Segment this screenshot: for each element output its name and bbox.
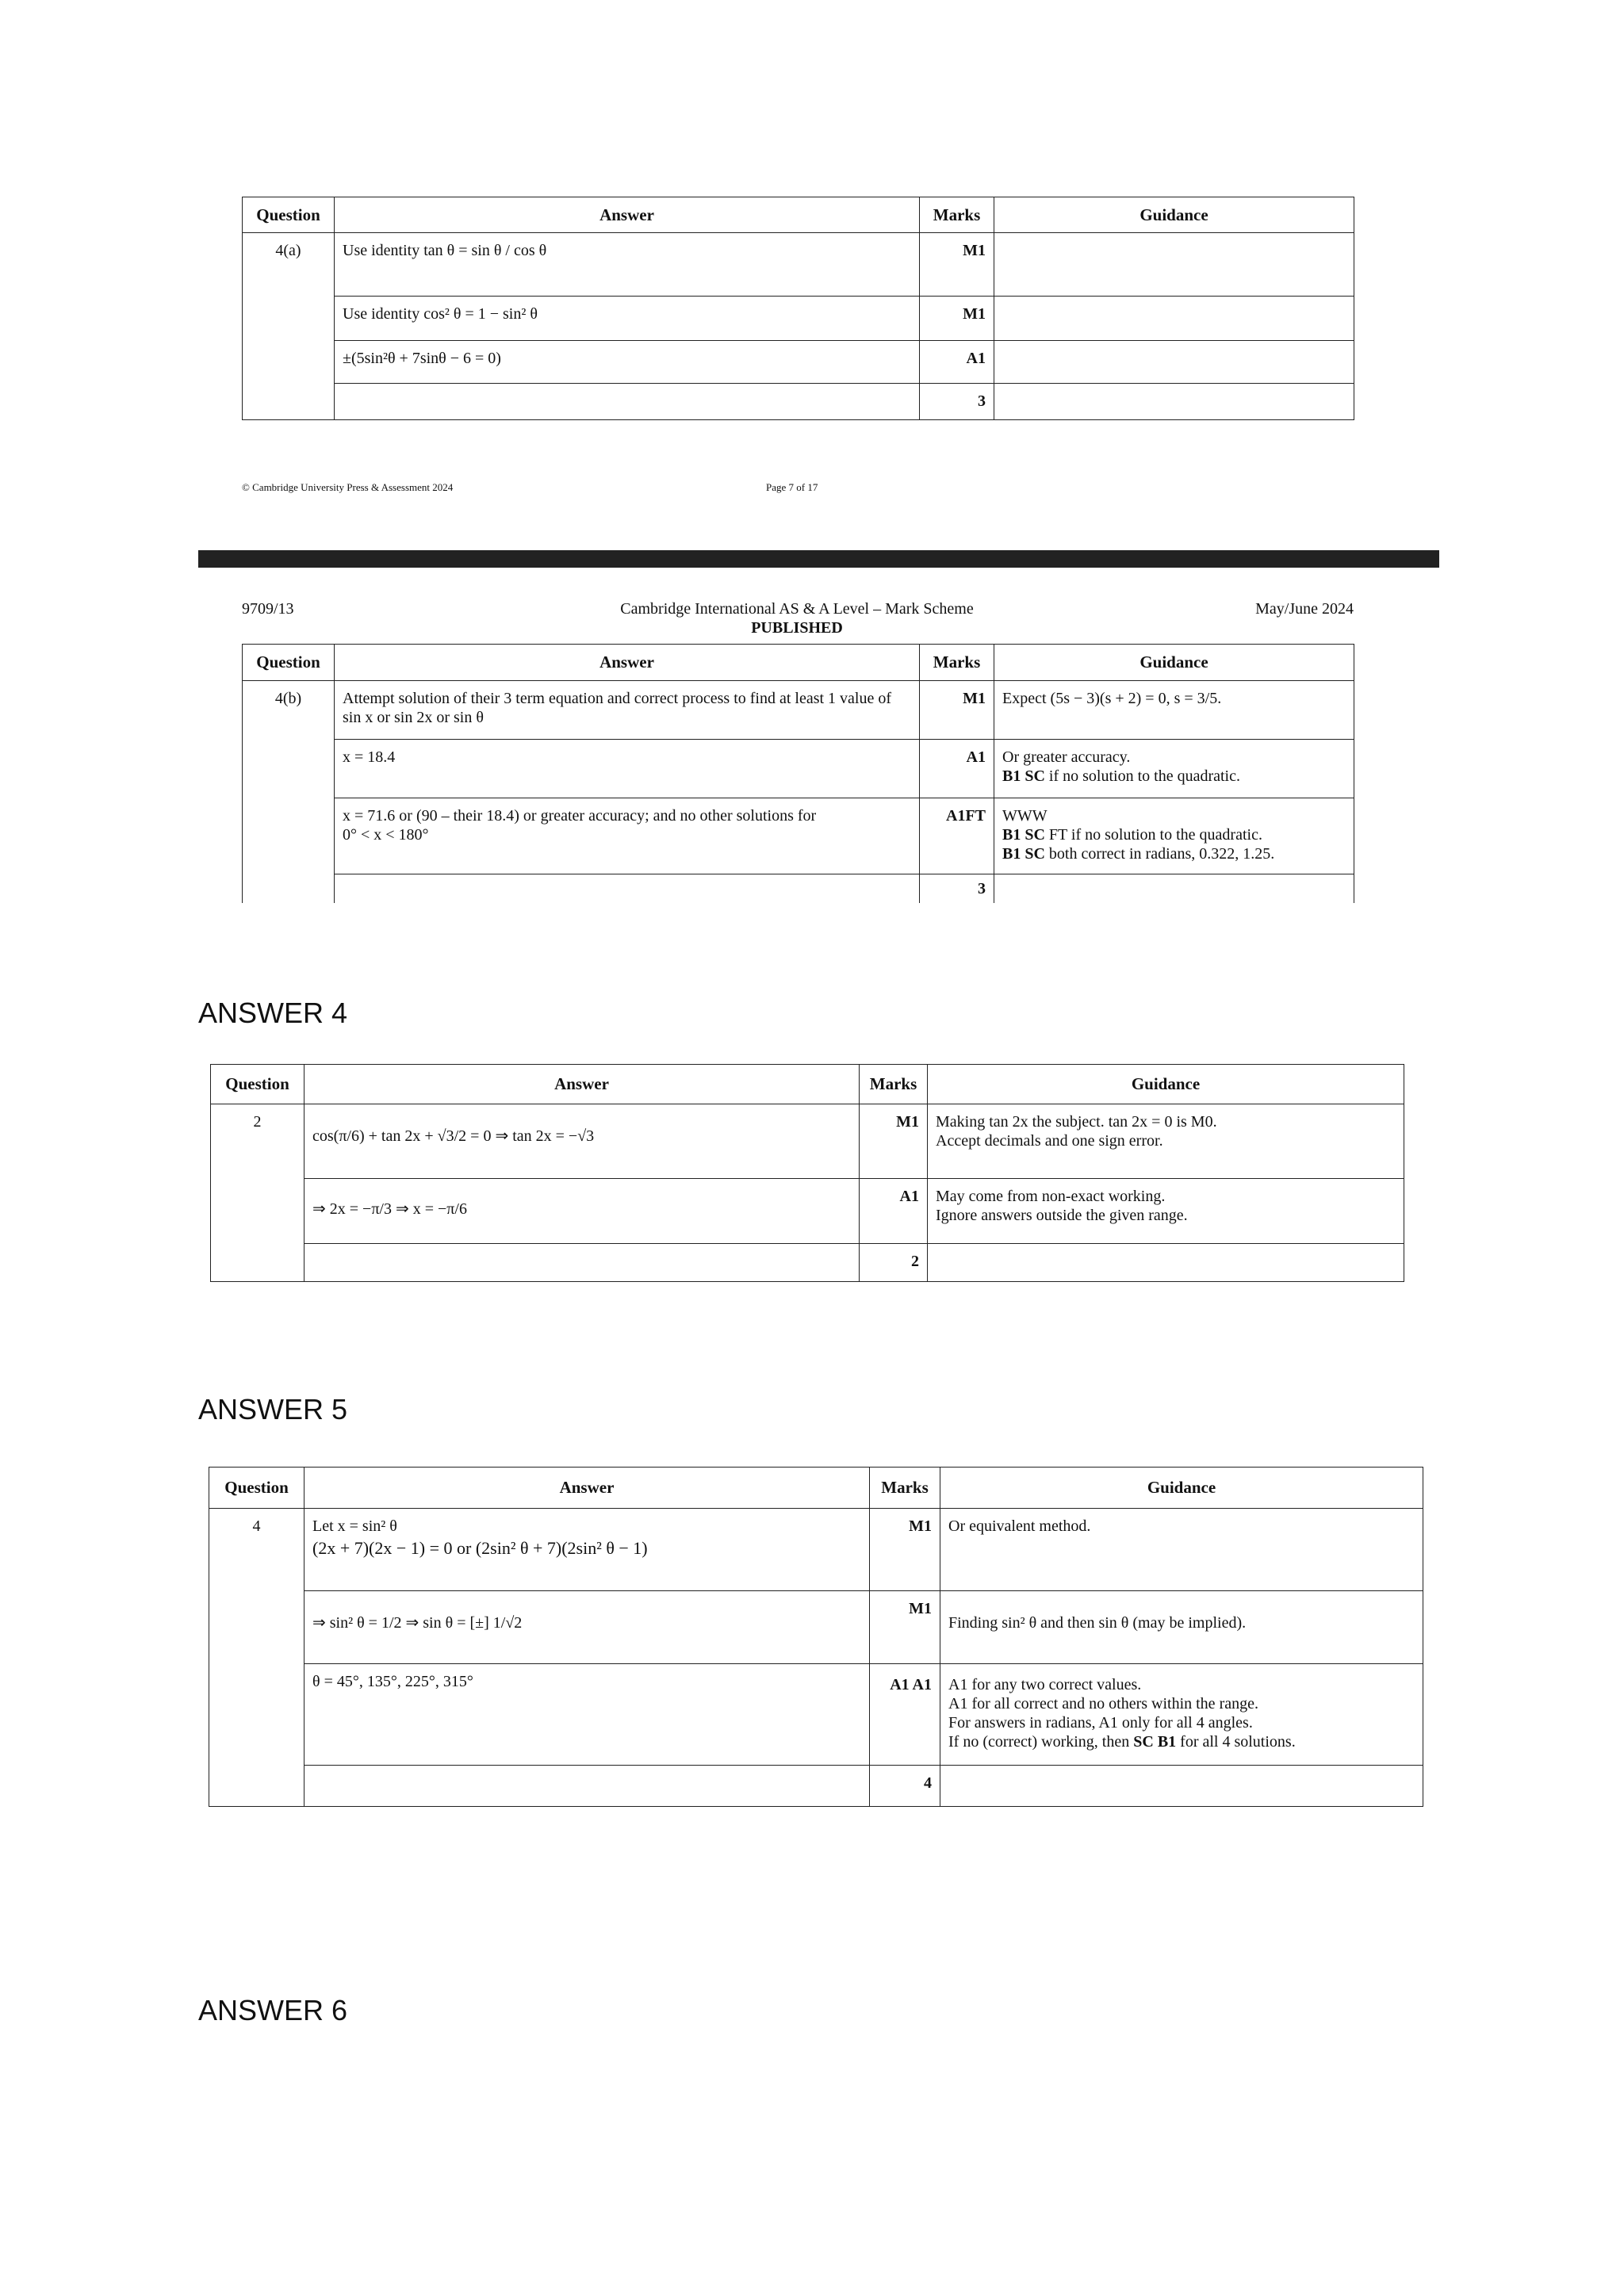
mark-scheme-table-4b [242,644,1354,903]
guidance-line: for all 4 solutions. [1176,1733,1296,1751]
answer-line: Let x = sin² θ [312,1517,397,1535]
answer-header: Answer [335,197,920,233]
guidance-line: May come from non-exact working. [936,1188,1166,1205]
paper-code: 9709/13 [242,600,294,618]
guidance-cell [994,297,1354,341]
answer-cell [304,1509,870,1591]
page-divider [198,550,1439,568]
marks-header: Marks [920,197,994,233]
table-row [209,1509,1423,1591]
guidance-line: if no solution to the quadratic. [1044,767,1240,785]
table-row [211,1179,1404,1244]
guidance-line: Making tan 2x the subject. tan 2x = 0 is M0. [936,1113,1217,1131]
question-header: Question [243,645,335,681]
guidance-cell [994,798,1354,874]
guidance-cell [994,233,1354,297]
special-case-label: B1 SC [1002,845,1045,863]
table-row [243,740,1354,798]
page-number: Page 7 of 17 [766,481,818,493]
answer-header: Answer [304,1065,860,1104]
marks-cell: M1 [920,681,994,740]
answer-cell: Use identity cos² θ = 1 − sin² θ [335,297,920,341]
answer-cell [335,798,920,874]
answer-cell: x = 18.4 [335,740,920,798]
guidance-cell [928,1104,1404,1179]
marks-total: 4 [870,1766,940,1807]
guidance-cell [928,1244,1404,1282]
marks-cell: A1FT [920,798,994,874]
answer-cell: ⇒ 2x = −π/3 ⇒ x = −π/6 [304,1179,860,1244]
guidance-cell: Or equivalent method. [940,1509,1423,1591]
guidance-line: A1 for any two correct values. [948,1676,1142,1693]
question-number [243,798,335,874]
marks-cell: A1 [860,1179,928,1244]
mark-scheme-table-answer4 [210,1064,1404,1282]
session-label: May/June 2024 [1255,600,1354,618]
marks-total: 3 [920,874,994,904]
special-case-label: SC B1 [1133,1733,1177,1751]
answer-4-heading: ANSWER 4 [198,997,348,1029]
question-number [209,1766,304,1807]
table-row [243,874,1354,904]
marks-cell: A1 A1 [870,1664,940,1766]
answer-cell: cos(π/6) + tan 2x + √3/2 = 0 ⇒ tan 2x = −√3 [304,1104,860,1179]
mark-scheme-table-answer5 [209,1467,1423,1807]
table-row [243,798,1354,874]
document-title: Cambridge International AS & A Level – Mark Scheme [620,600,974,618]
table-row [243,297,1354,341]
answer-cell: ±(5sin²θ + 7sinθ − 6 = 0) [335,341,920,384]
guidance-cell [940,1766,1423,1807]
table-row [211,1104,1404,1179]
question-number [243,297,335,341]
question-number [243,740,335,798]
marks-total: 3 [920,384,994,420]
special-case-label: B1 SC [1002,767,1045,785]
guidance-line: For answers in radians, A1 only for all 4 angles. [948,1714,1253,1732]
question-header: Question [243,197,335,233]
guidance-cell [994,874,1354,904]
answer-cell [335,384,920,420]
guidance-cell: Expect (5s − 3)(s + 2) = 0, s = 3/5. [994,681,1354,740]
guidance-line: A1 for all correct and no others within the range. [948,1695,1258,1712]
marks-cell: A1 [920,341,994,384]
answer-header: Answer [335,645,920,681]
guidance-line: both correct in radians, 0.322, 1.25. [1044,845,1275,863]
published-label: PUBLISHED [751,619,843,637]
answer-cell [304,1244,860,1282]
answer-cell [304,1766,870,1807]
guidance-line: If no (correct) working, then [948,1733,1134,1751]
answer-line: x = 71.6 or (90 – their 18.4) or greater accuracy; and no other solutions for [343,807,817,825]
marks-header: Marks [870,1468,940,1509]
answer-cell: ⇒ sin² θ = 1/2 ⇒ sin θ = [±] 1/√2 [304,1591,870,1664]
guidance-header: Guidance [994,197,1354,233]
marks-cell: M1 [860,1104,928,1179]
guidance-line: Or greater accuracy. [1002,748,1131,766]
guidance-cell [994,384,1354,420]
copyright-footer: © Cambridge University Press & Assessment 2024 [242,481,454,493]
marks-cell: M1 [870,1509,940,1591]
guidance-cell [928,1179,1404,1244]
guidance-cell [940,1664,1423,1766]
guidance-cell [994,341,1354,384]
guidance-line: WWW [1002,807,1048,825]
answer-cell: Attempt solution of their 3 term equation and correct process to find at least 1 value of sin x or sin 2x or sin θ [335,681,920,740]
answer-6-heading: ANSWER 6 [198,1994,348,2026]
question-header: Question [209,1468,304,1509]
guidance-cell: Finding sin² θ and then sin θ (may be implied). [940,1591,1423,1664]
question-number [209,1591,304,1664]
answer-cell: θ = 45°, 135°, 225°, 315° [304,1664,870,1766]
marks-header: Marks [860,1065,928,1104]
answer-cell [335,874,920,904]
table-row [209,1591,1423,1664]
table-row [211,1244,1404,1282]
question-number: 4(b) [243,681,335,740]
answer-line: (2x + 7)(2x − 1) = 0 or (2sin² θ + 7)(2sin² θ − 1) [312,1538,648,1558]
table-row [243,681,1354,740]
answer-line: 0° < x < 180° [343,826,429,844]
question-number [243,341,335,384]
question-number: 2 [211,1104,304,1179]
table-row [243,384,1354,420]
question-number: 4(a) [243,233,335,297]
table-row [209,1664,1423,1766]
question-header: Question [211,1065,304,1104]
question-number [209,1664,304,1766]
answer-5-heading: ANSWER 5 [198,1393,348,1425]
marks-cell: M1 [920,233,994,297]
guidance-line: Accept decimals and one sign error. [936,1132,1163,1150]
guidance-line: Ignore answers outside the given range. [936,1207,1188,1224]
guidance-header: Guidance [994,645,1354,681]
question-number [243,384,335,420]
question-number [211,1244,304,1282]
marks-total: 2 [860,1244,928,1282]
guidance-header: Guidance [940,1468,1423,1509]
table-row [243,233,1354,297]
special-case-label: B1 SC [1002,826,1045,844]
question-number: 4 [209,1509,304,1591]
marks-header: Marks [920,645,994,681]
question-number [243,874,335,904]
marks-cell: M1 [870,1591,940,1664]
mark-scheme-table-4a [242,197,1354,420]
guidance-header: Guidance [928,1065,1404,1104]
answer-cell: Use identity tan θ = sin θ / cos θ [335,233,920,297]
marks-cell: A1 [920,740,994,798]
guidance-cell [994,740,1354,798]
marks-cell: M1 [920,297,994,341]
guidance-line: FT if no solution to the quadratic. [1044,826,1262,844]
table-row [243,341,1354,384]
answer-header: Answer [304,1468,870,1509]
question-number [211,1179,304,1244]
table-row [209,1766,1423,1807]
